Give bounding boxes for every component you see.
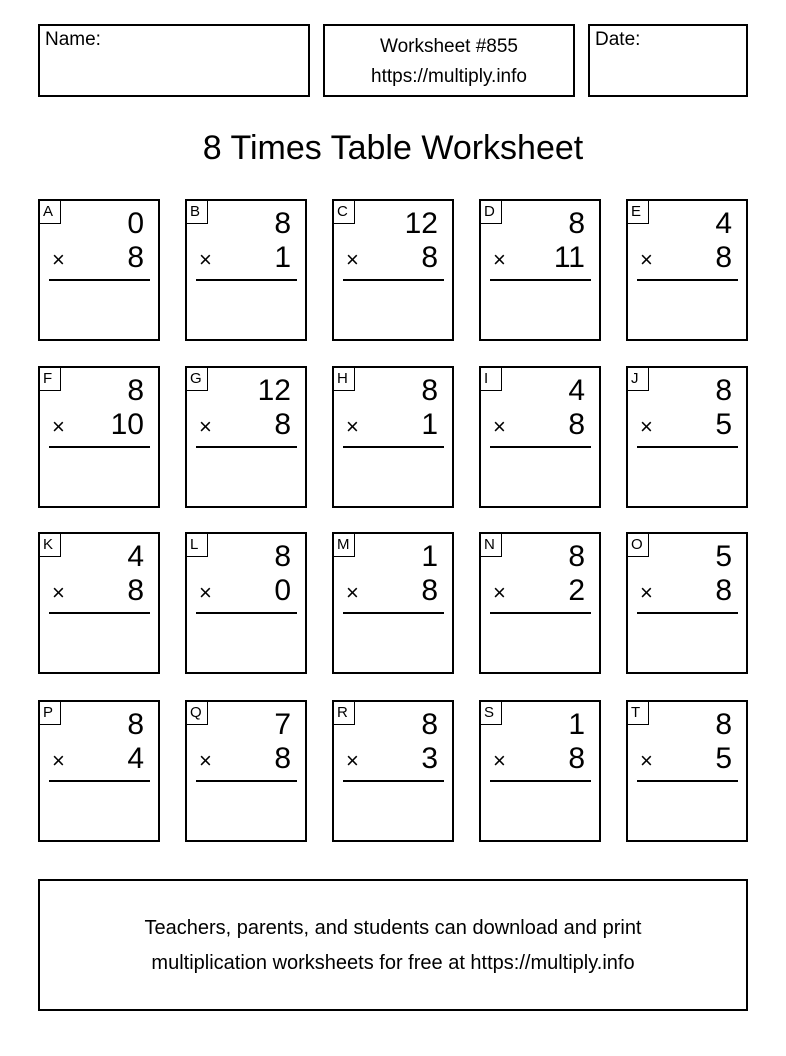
multiply-sign: × [52,580,65,605]
problem-card[interactable] [332,199,454,341]
multiply-sign: × [493,414,506,439]
multiply-sign: × [199,748,212,773]
problem-bottom-number: 8 [715,241,732,274]
multiply-sign: × [346,580,359,605]
problem-letter: I [480,367,502,391]
problem-top-number: 8 [421,708,438,741]
answer-line [637,279,738,281]
problem-bottom-number: 1 [421,408,438,441]
answer-line [637,780,738,782]
footer-line-2: multiplication worksheets for free at https://multiply.info [151,952,635,974]
problem-card[interactable] [479,532,601,674]
problem-bottom-number: 0 [274,574,291,607]
problem-top-number: 0 [127,207,144,240]
problem-card[interactable] [38,532,160,674]
problem-top-number: 8 [568,540,585,573]
problem-bottom-number: 10 [110,408,144,441]
answer-line [49,446,150,448]
answer-line [343,612,444,614]
multiply-sign: × [346,414,359,439]
problem-letter: J [627,367,649,391]
problem-letter: N [480,533,502,557]
problem-top-number: 4 [568,374,585,407]
multiply-sign: × [493,748,506,773]
problem-letter: S [480,701,502,725]
multiply-sign: × [493,580,506,605]
problem-card[interactable] [626,199,748,341]
problem-top-number: 8 [715,708,732,741]
problem-letter: F [39,367,61,391]
problem-card[interactable] [185,366,307,508]
worksheet-number: Worksheet #855 [379,36,518,57]
problem-card[interactable] [185,700,307,842]
multiply-sign: × [346,748,359,773]
footer-note [38,879,748,1011]
problem-top-number: 4 [715,207,732,240]
answer-line [490,279,591,281]
problem-letter: E [627,200,649,224]
problem-bottom-number: 8 [715,574,732,607]
name-label: Name: [45,29,101,50]
problem-bottom-number: 8 [274,408,291,441]
multiply-sign: × [640,247,653,272]
problem-bottom-number: 8 [568,742,585,775]
multiply-sign: × [493,247,506,272]
problem-card[interactable] [479,366,601,508]
problem-card[interactable] [185,532,307,674]
answer-line [196,279,297,281]
problem-card[interactable] [626,700,748,842]
problem-bottom-number: 3 [421,742,438,775]
problem-card[interactable] [38,199,160,341]
problem-letter: R [333,701,355,725]
problem-card[interactable] [626,366,748,508]
problem-card[interactable] [479,700,601,842]
answer-line [49,780,150,782]
problem-letter: D [480,200,502,224]
problem-card[interactable] [479,199,601,341]
answer-line [490,780,591,782]
problem-top-number: 7 [274,708,291,741]
problem-letter: Q [186,701,208,725]
multiply-sign: × [199,247,212,272]
answer-line [343,446,444,448]
problem-letter: H [333,367,355,391]
problem-card[interactable] [38,366,160,508]
problem-bottom-number: 8 [421,241,438,274]
multiply-sign: × [199,580,212,605]
worksheet-url: https://multiply.info [371,66,527,87]
problem-letter: T [627,701,649,725]
problem-letter: P [39,701,61,725]
answer-line [490,446,591,448]
problem-top-number: 1 [421,540,438,573]
multiply-sign: × [640,414,653,439]
multiply-sign: × [52,414,65,439]
problem-top-number: 8 [274,540,291,573]
multiply-sign: × [640,580,653,605]
problem-top-number: 12 [257,374,291,407]
problem-bottom-number: 8 [127,241,144,274]
answer-line [196,446,297,448]
problem-bottom-number: 8 [568,408,585,441]
problem-top-number: 8 [127,708,144,741]
answer-line [49,612,150,614]
problem-bottom-number: 8 [421,574,438,607]
problem-top-number: 8 [568,207,585,240]
problem-card[interactable] [332,366,454,508]
answer-line [196,780,297,782]
problem-bottom-number: 11 [553,241,585,274]
problem-bottom-number: 5 [715,408,732,441]
problem-card[interactable] [332,532,454,674]
multiply-sign: × [346,247,359,272]
problem-card[interactable] [626,532,748,674]
problem-top-number: 5 [715,540,732,573]
problem-bottom-number: 4 [127,742,144,775]
answer-line [637,446,738,448]
date-label: Date: [595,29,641,50]
problem-letter: K [39,533,61,557]
problem-bottom-number: 1 [274,241,291,274]
multiply-sign: × [52,247,65,272]
problem-top-number: 12 [404,207,438,240]
problem-letter: B [186,200,208,224]
problem-letter: A [39,200,61,224]
problem-card[interactable] [38,700,160,842]
problem-top-number: 4 [127,540,144,573]
problem-letter: O [627,533,649,557]
answer-line [196,612,297,614]
multiply-sign: × [52,748,65,773]
answer-line [343,279,444,281]
multiply-sign: × [640,748,653,773]
problem-top-number: 8 [274,207,291,240]
footer-line-1: Teachers, parents, and students can download and print [144,917,642,939]
problem-bottom-number: 8 [274,742,291,775]
problem-bottom-number: 2 [568,574,585,607]
page-title: 8 Times Table Worksheet [202,129,584,167]
answer-line [343,780,444,782]
answer-line [637,612,738,614]
problem-bottom-number: 8 [127,574,144,607]
problem-top-number: 8 [127,374,144,407]
problem-top-number: 8 [715,374,732,407]
problem-letter: C [333,200,355,224]
answer-line [49,279,150,281]
problem-letter: M [333,533,355,557]
problem-card[interactable] [185,199,307,341]
problem-letter: G [186,367,208,391]
problem-card[interactable] [332,700,454,842]
problem-top-number: 1 [568,708,585,741]
problem-letter: L [186,533,208,557]
answer-line [490,612,591,614]
problem-top-number: 8 [421,374,438,407]
multiply-sign: × [199,414,212,439]
problem-bottom-number: 5 [715,742,732,775]
